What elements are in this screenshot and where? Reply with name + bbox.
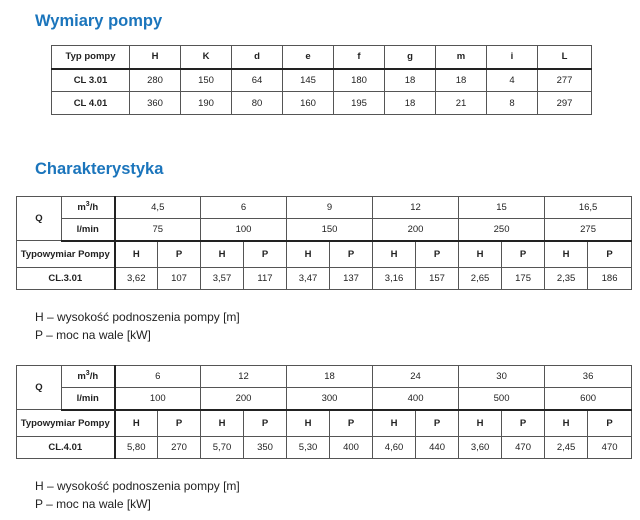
- p-label: P: [158, 410, 201, 437]
- flow-lmin-cell: 400: [373, 388, 459, 410]
- p-label: P: [502, 241, 545, 268]
- flow-m3h-cell: 24: [373, 366, 459, 388]
- value-cell: 107: [158, 268, 201, 290]
- model-cell: CL 4.01: [52, 92, 130, 115]
- unit-m3h-label: $m^3/h$: [62, 197, 115, 219]
- legend-p: P – moc na wale [kW]: [35, 497, 151, 511]
- flow-lmin-cell: 200: [201, 388, 287, 410]
- value-cell: 175: [502, 268, 545, 290]
- p-label: P: [330, 241, 373, 268]
- value-cell: 400: [330, 437, 373, 459]
- value-cell: 186: [588, 268, 632, 290]
- h-label: H: [201, 241, 244, 268]
- table-row: [17, 366, 632, 388]
- type-label: Typowymiar Pompy: [17, 410, 115, 437]
- p-label: P: [416, 241, 459, 268]
- value-cell: 150: [181, 69, 232, 92]
- unit-lmin-label: l/min: [62, 388, 115, 410]
- h-label: H: [115, 241, 158, 268]
- h-label: H: [373, 241, 416, 268]
- p-label: P: [244, 241, 287, 268]
- flow-m3h-cell: 12: [373, 197, 459, 219]
- value-cell: 360: [130, 92, 181, 115]
- h-label: H: [201, 410, 244, 437]
- value-cell: 440: [416, 437, 459, 459]
- value-cell: 4,60: [373, 437, 416, 459]
- characteristic-table-cl401: [16, 365, 632, 459]
- value-cell: 3,57: [201, 268, 244, 290]
- h-label: H: [287, 410, 330, 437]
- value-cell: 137: [330, 268, 373, 290]
- value-cell: 180: [334, 69, 385, 92]
- header-cell: L: [538, 46, 592, 69]
- value-cell: 3,60: [459, 437, 502, 459]
- value-cell: 470: [502, 437, 545, 459]
- legend-h: H – wysokość podnoszenia pompy [m]: [35, 310, 240, 324]
- value-cell: 21: [436, 92, 487, 115]
- flow-lmin-cell: 75: [115, 219, 201, 241]
- characteristic-heading: Charakterystyka: [35, 160, 164, 178]
- value-cell: 5,70: [201, 437, 244, 459]
- flow-m3h-cell: 12: [201, 366, 287, 388]
- value-cell: 5,80: [115, 437, 158, 459]
- value-cell: 4: [487, 69, 538, 92]
- value-cell: 64: [232, 69, 283, 92]
- value-cell: 117: [244, 268, 287, 290]
- flow-m3h-cell: 9: [287, 197, 373, 219]
- header-cell: d: [232, 46, 283, 69]
- p-label: P: [244, 410, 287, 437]
- model-cell: CL.4.01: [17, 437, 115, 459]
- value-cell: 160: [283, 92, 334, 115]
- characteristic-table-cl301: [16, 196, 632, 290]
- value-cell: 3,47: [287, 268, 330, 290]
- value-cell: 8: [487, 92, 538, 115]
- value-cell: 2,65: [459, 268, 502, 290]
- p-label: P: [416, 410, 459, 437]
- flow-lmin-cell: 275: [545, 219, 632, 241]
- flow-m3h-cell: 18: [287, 366, 373, 388]
- table-row: [17, 219, 632, 241]
- flow-lmin-cell: 200: [373, 219, 459, 241]
- header-cell: g: [385, 46, 436, 69]
- p-label: P: [330, 410, 373, 437]
- q-label: Q: [17, 366, 62, 410]
- table-row: [17, 437, 632, 459]
- value-cell: 280: [130, 69, 181, 92]
- flow-m3h-cell: 6: [115, 366, 201, 388]
- table-row: [17, 241, 632, 268]
- flow-m3h-cell: 30: [459, 366, 545, 388]
- legend-block: [35, 477, 240, 513]
- pump-dimensions-heading: Wymiary pompy: [35, 12, 163, 30]
- value-cell: 277: [538, 69, 592, 92]
- header-cell: m: [436, 46, 487, 69]
- value-cell: 80: [232, 92, 283, 115]
- value-cell: 5,30: [287, 437, 330, 459]
- h-label: H: [459, 410, 502, 437]
- pump-dimensions-table: [51, 45, 592, 115]
- flow-m3h-cell: 4,5: [115, 197, 201, 219]
- flow-m3h-cell: 36: [545, 366, 632, 388]
- p-label: P: [502, 410, 545, 437]
- flow-lmin-cell: 150: [287, 219, 373, 241]
- table-row: [52, 92, 592, 115]
- value-cell: 18: [436, 69, 487, 92]
- value-cell: 2,35: [545, 268, 588, 290]
- q-label: Q: [17, 197, 62, 241]
- h-label: H: [459, 241, 502, 268]
- header-cell: Typ pompy: [52, 46, 130, 69]
- value-cell: 190: [181, 92, 232, 115]
- value-cell: 157: [416, 268, 459, 290]
- legend-block: [35, 308, 240, 344]
- value-cell: 18: [385, 69, 436, 92]
- value-cell: 18: [385, 92, 436, 115]
- h-label: H: [115, 410, 158, 437]
- model-cell: CL 3.01: [52, 69, 130, 92]
- flow-lmin-cell: 100: [201, 219, 287, 241]
- header-cell: K: [181, 46, 232, 69]
- value-cell: 470: [588, 437, 632, 459]
- value-cell: 145: [283, 69, 334, 92]
- value-cell: 195: [334, 92, 385, 115]
- value-cell: 3,16: [373, 268, 416, 290]
- flow-m3h-cell: 6: [201, 197, 287, 219]
- value-cell: 350: [244, 437, 287, 459]
- flow-lmin-cell: 250: [459, 219, 545, 241]
- p-label: P: [158, 241, 201, 268]
- flow-m3h-cell: 16,5: [545, 197, 632, 219]
- flow-lmin-cell: 500: [459, 388, 545, 410]
- legend-h: H – wysokość podnoszenia pompy [m]: [35, 479, 240, 493]
- p-label: P: [588, 241, 632, 268]
- h-label: H: [545, 241, 588, 268]
- flow-lmin-cell: 100: [115, 388, 201, 410]
- value-cell: 270: [158, 437, 201, 459]
- table-row: [17, 268, 632, 290]
- table-row: [17, 388, 632, 410]
- flow-lmin-cell: 600: [545, 388, 632, 410]
- dimensions-header-row: [52, 46, 592, 69]
- flow-lmin-cell: 300: [287, 388, 373, 410]
- p-label: P: [588, 410, 632, 437]
- header-cell: f: [334, 46, 385, 69]
- header-cell: e: [283, 46, 334, 69]
- unit-m3h-label: $m^3/h$: [62, 366, 115, 388]
- h-label: H: [287, 241, 330, 268]
- flow-m3h-cell: 15: [459, 197, 545, 219]
- type-label: Typowymiar Pompy: [17, 241, 115, 268]
- h-label: H: [373, 410, 416, 437]
- table-row: [17, 197, 632, 219]
- value-cell: 2,45: [545, 437, 588, 459]
- value-cell: 297: [538, 92, 592, 115]
- value-cell: 3,62: [115, 268, 158, 290]
- header-cell: H: [130, 46, 181, 69]
- header-cell: i: [487, 46, 538, 69]
- legend-p: P – moc na wale [kW]: [35, 328, 151, 342]
- unit-lmin-label: l/min: [62, 219, 115, 241]
- h-label: H: [545, 410, 588, 437]
- model-cell: CL.3.01: [17, 268, 115, 290]
- table-row: [52, 69, 592, 92]
- table-row: [17, 410, 632, 437]
